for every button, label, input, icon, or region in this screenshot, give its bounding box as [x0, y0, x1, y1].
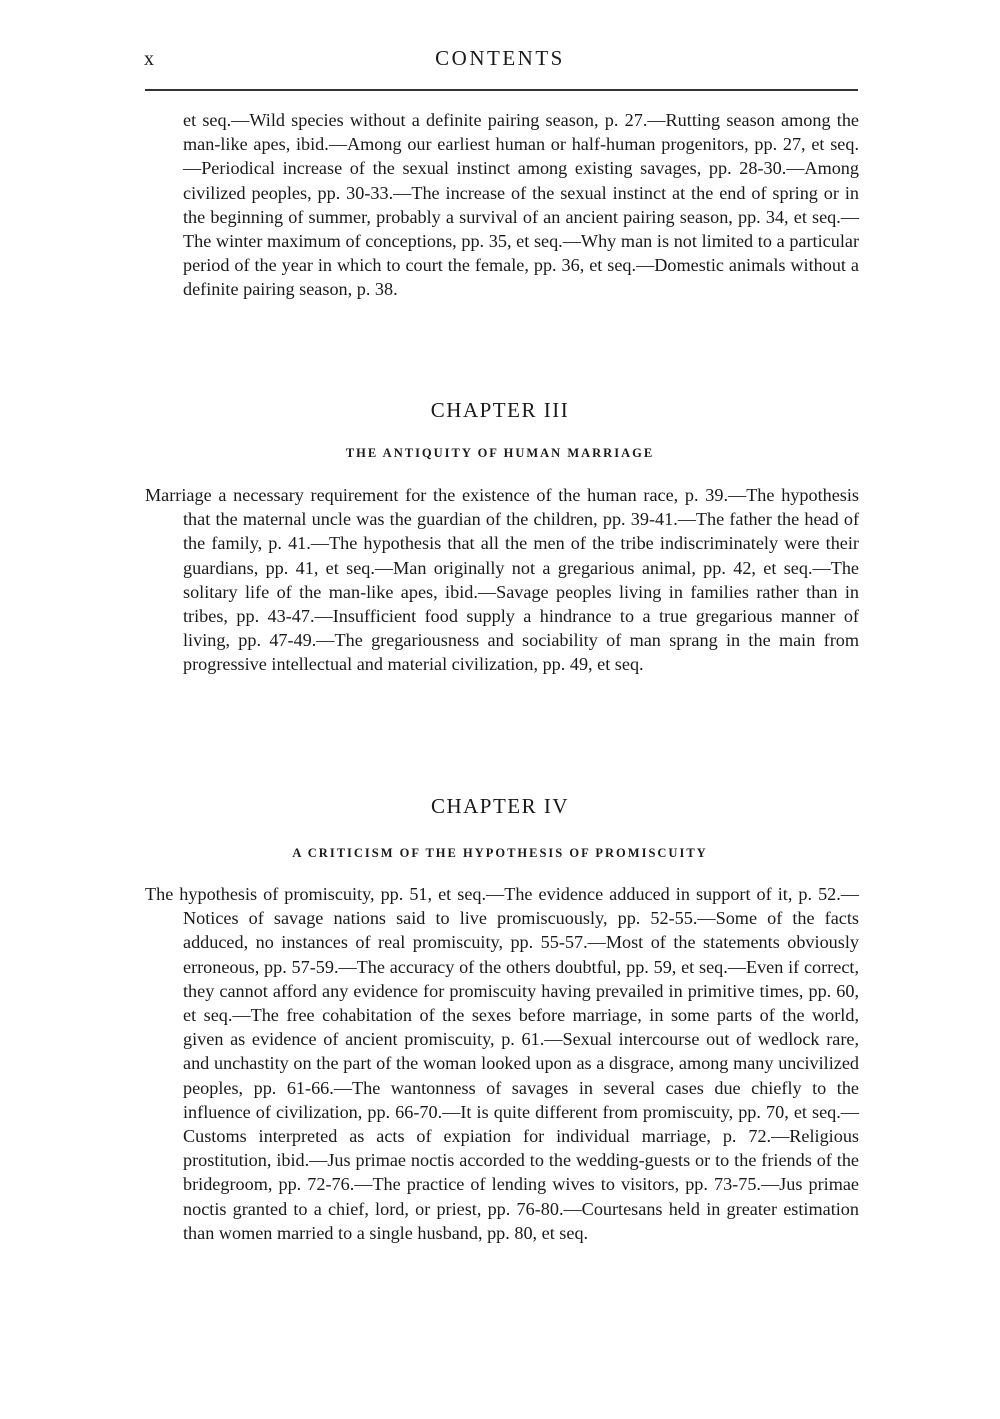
- chapter-2-continuation: et seq.—Wild species without a definite pairing season, p. 27.—Rutting season among the man-like apes, ibid.—Among our earliest human or half-human progenitors, pp. 27, et seq.—Periodical increase of the sexual instinct among existing savages, pp. 28-30.—Among civilized peoples, pp. 30-33.—The increase of the sexual instinct at the end of spring or in the beginning of summer, probably a survival of an ancient pairing season, pp. 34, et seq.—The winter maximum of conceptions, pp. 35, et seq.—Why man is not limited to a particular period of the year in which to court the female, pp. 36, et seq.—Domestic animals without a definite pairing season, p. 38.: [183, 110, 859, 300]
- chapter-3-subtitle: THE ANTIQUITY OF HUMAN MARRIAGE: [345, 446, 655, 460]
- page-number: x: [144, 48, 154, 70]
- chapter-3-summary: Marriage a necessary requirement for the existence of the human race, p. 39.—The hypothesis that the maternal uncle was the guardian of the children, pp. 39-41.—The father the head of the family, p. 41.—The hypothesis that all the men of the tribe indiscriminately were their guardians, pp. 41, et seq.—Man originally not a gregarious animal, pp. 42, et seq.—The solitary life of the man-like apes, ibid.—Savage peoples living in families rather than in tribes, pp. 43-47.—Insufficient food supply a hindrance to a true gregarious manner of living, pp. 47-49.—The gregariousness and sociability of man sprang in the main from progressive intellectual and material civilization, pp. 49, et seq.: [145, 485, 859, 675]
- chapter-4-subtitle: A CRITICISM OF THE HYPOTHESIS OF PROMISCUITY: [292, 846, 708, 860]
- chapter-3-title: CHAPTER III: [430, 398, 570, 422]
- running-title: CONTENTS: [435, 46, 565, 70]
- header-rule: [145, 89, 858, 91]
- chapter-4-title: CHAPTER IV: [430, 794, 570, 818]
- chapter-4-summary: The hypothesis of promiscuity, pp. 51, et seq.—The evidence adduced in support of it, p. 52.—Notices of savage nations said to live promiscuously, pp. 52-55.—Some of the facts adduced, no instances of real promiscuity, pp. 55-57.—Most of the statements obviously erroneous, pp. 57-59.—The accuracy of the others doubtful, pp. 59, et seq.—Even if correct, they cannot afford any evidence for promiscuity having prevailed in primitive times, pp. 60, et seq.—The free cohabitation of the sexes before marriage, in some parts of the world, given as evidence of ancient promiscuity, p. 61.—Sexual intercourse out of wedlock rare, and unchastity on the part of the woman looked upon as a disgrace, among many uncivilized peoples, pp. 61-66.—The wantonness of savages in several cases due chiefly to the influence of civilization, pp. 66-70.—It is quite different from promiscuity, pp. 70, et seq.—Customs interpreted as acts of expiation for individual marriage, p. 72.—Religious prostitution, ibid.—Jus primae noctis accorded to the wedding-guests or to the friends of the bridegroom, pp. 72-76.—The practice of lending wives to visitors, pp. 73-75.—Jus primae noctis granted to a chief, lord, or priest, pp. 76-80.—Courtesans held in greater estimation than women married to a single husband, pp. 80, et seq.: [145, 884, 859, 1243]
- running-head: [0, 46, 1000, 76]
